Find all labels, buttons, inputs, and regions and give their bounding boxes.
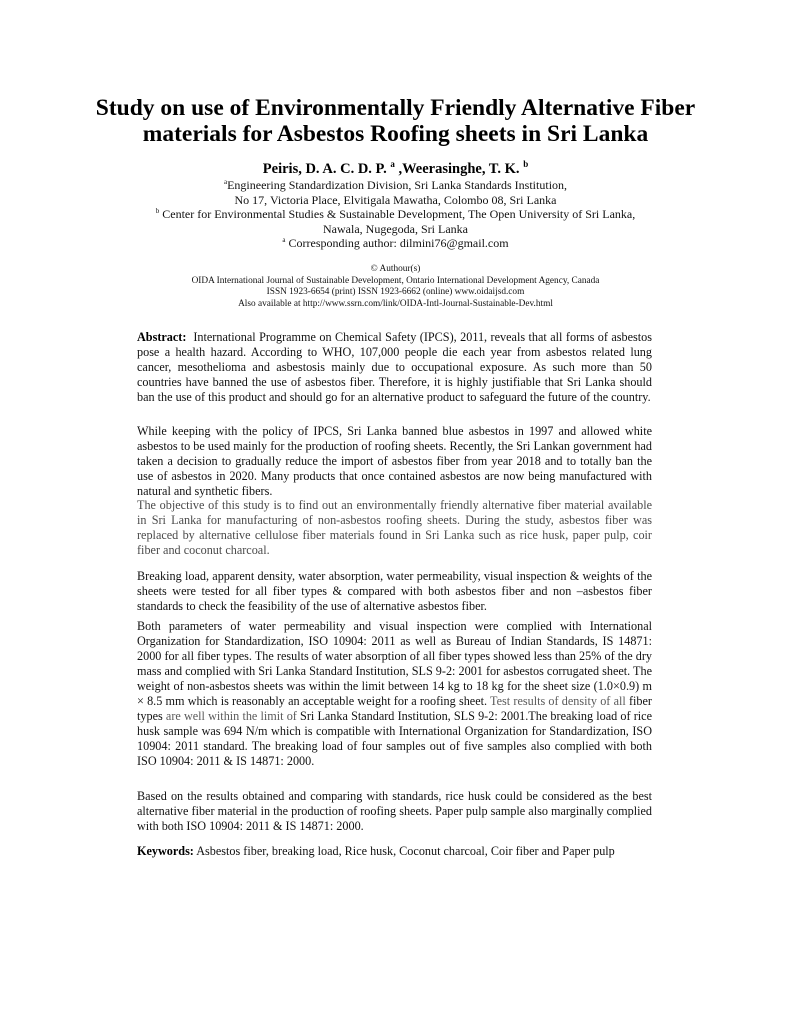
keywords [137,844,652,859]
results-text-part-3: fiber types [137,694,652,723]
affiliation-b-mark: b [155,207,160,216]
abstract-paragraph-3: The objective of this study is to find out an environmentally friendly alternative fiber material available in Sri Lanka for manufacturing of non-asbestos roofing sheets. During the study, asbestos fiber was replaced by alternative cellulose fiber materials found in Sri Lanka such as rice husk, paper pulp, coir fiber and coconut charcoal. [137,498,652,557]
journal-name: OIDA International Journal of Sustainable Development, Ontario International Development Agency, Canada [191,275,600,286]
abstract-paragraph-4: Breaking load, apparent density, water absorption, water permeability, visual inspection & weights of the sheets were tested for all fiber types & compared with both asbestos fiber and non –asbestos fiber standards to check the feasibility of the use of alternative asbestos fiber. [137,569,652,613]
abstract-paragraph-6: Based on the results obtained and comparing with standards, rice husk could be considered as the best alternative fiber material in the production of roofing sheets. Paper pulp sample also marginally complied with both ISO 10904: 2011 & IS 14871: 2000. [137,789,652,833]
affiliations [60,178,731,251]
affiliation-b-line-2: Nawala, Nugegoda, Sri Lanka [323,221,468,236]
author-1-affiliation-mark: a [390,159,395,169]
author-1: Peiris, D. A. C. D. P. [262,161,387,177]
corresponding-mark: a [282,236,286,245]
results-text-part-5: Sri Lanka Standard Institution, SLS 9-2: 2001.The breaking load of rice husk sample was 694 N/m which is compatible with International Organization for Standardization, ISO 10904: 2011 standard. The breaking load of four samples out of five samples also complied with both ISO 10904: 2011 & IS 14871: 2000. [137,709,652,768]
results-text-part-4: are well within the limit of [162,709,301,723]
author-2-affiliation-mark: b [523,159,529,169]
author-separator: , [394,161,403,177]
abstract-label: Abstract: [137,330,187,344]
corresponding-author [60,236,731,251]
results-text-part-2: Test results of density of all [487,694,629,708]
results-text-part-1: Both parameters of water permeability and visual inspection were complied with International Organization for Standardization, ISO 10904: 2011 as well as Bureau of Indian Standards, IS 14871: 2000 for all fiber types. The results of water absorption of all fiber types showed less than 25% of the dry mass and complied with Sri Lanka Standard Institution, SLS 9-2: 2001 for asbestos corrugated sheet. The weight of non-asbestos sheets was within the limit between 14 kg to 18 kg for the sheet size (1.0×0.9) m × 8.5 mm which is reasonably an acceptable weight for a roofing sheet. [137,619,652,708]
affiliation-a-line-2: No 17, Victoria Place, Elvitigala Mawatha, Colombo 08, Sri Lanka [234,192,557,207]
keywords-label: Keywords: [137,844,194,858]
abstract-paragraph-2: While keeping with the policy of IPCS, Sri Lanka banned blue asbestos in 1997 and allowed white asbestos to be used mainly for the production of roofing sheets. Recently, the Sri Lankan government had taken a decision to gradually reduce the import of asbestos fiber from year 2018 and to totally ban the use of asbestos in 2020. Many products that once contained asbestos are now being manufactured with natural and synthetic fibers. [137,424,652,498]
paper-title [60,95,731,147]
affiliation-a-line-1 [60,178,731,193]
abstract-paragraph-5 [137,619,652,769]
corresponding-author-email: Corresponding author: dilmini76@gmail.com [288,236,509,251]
title-line-2: materials for Asbestos Roofing sheets in Sri Lanka [142,121,649,147]
title-line-1: Study on use of Environmentally Friendly Alternative Fiber [95,95,696,121]
copyright-notice: © Authour(s) [370,264,421,274]
author-2: Weerasinghe, T. K. [402,161,520,177]
abstract-paragraph-1 [137,330,652,405]
keywords-text: Asbestos fiber, breaking load, Rice husk, Coconut charcoal, Coir fiber and Paper pulp [193,844,615,858]
journal-issn: ISSN 1923-6654 (print) ISSN 1923-6662 (online) www.oidaijsd.com [266,287,525,298]
affiliation-a-text: Engineering Standardization Division, Sri Lanka Standards Institution, [227,178,568,192]
affiliation-b-text: Center for Environmental Studies & Sustainable Development, The Open University of Sri Lanka, [162,207,636,222]
affiliation-b-line-1 [60,207,731,222]
journal-availability: Also available at http://www.ssrn.com/link/OIDA-Intl-Journal-Sustainable-Dev.html [238,298,553,309]
author-list [60,161,731,178]
abstract-text-1: International Programme on Chemical Safety (IPCS), 2011, reveals that all forms of asbestos pose a health hazard. According to WHO, 107,000 people die each year from asbestos related lung cancer, mesothelioma and asbestosis mainly due to occupational exposure. As such more than 50 countries have banned the use of asbestos fiber. Therefore, it is highly justifiable that Sri Lanka should ban the use of this product and should go for an alternative product to safeguard the future of the country. [137,330,653,404]
affiliation-a-mark: a [223,178,228,186]
journal-info [60,264,731,310]
